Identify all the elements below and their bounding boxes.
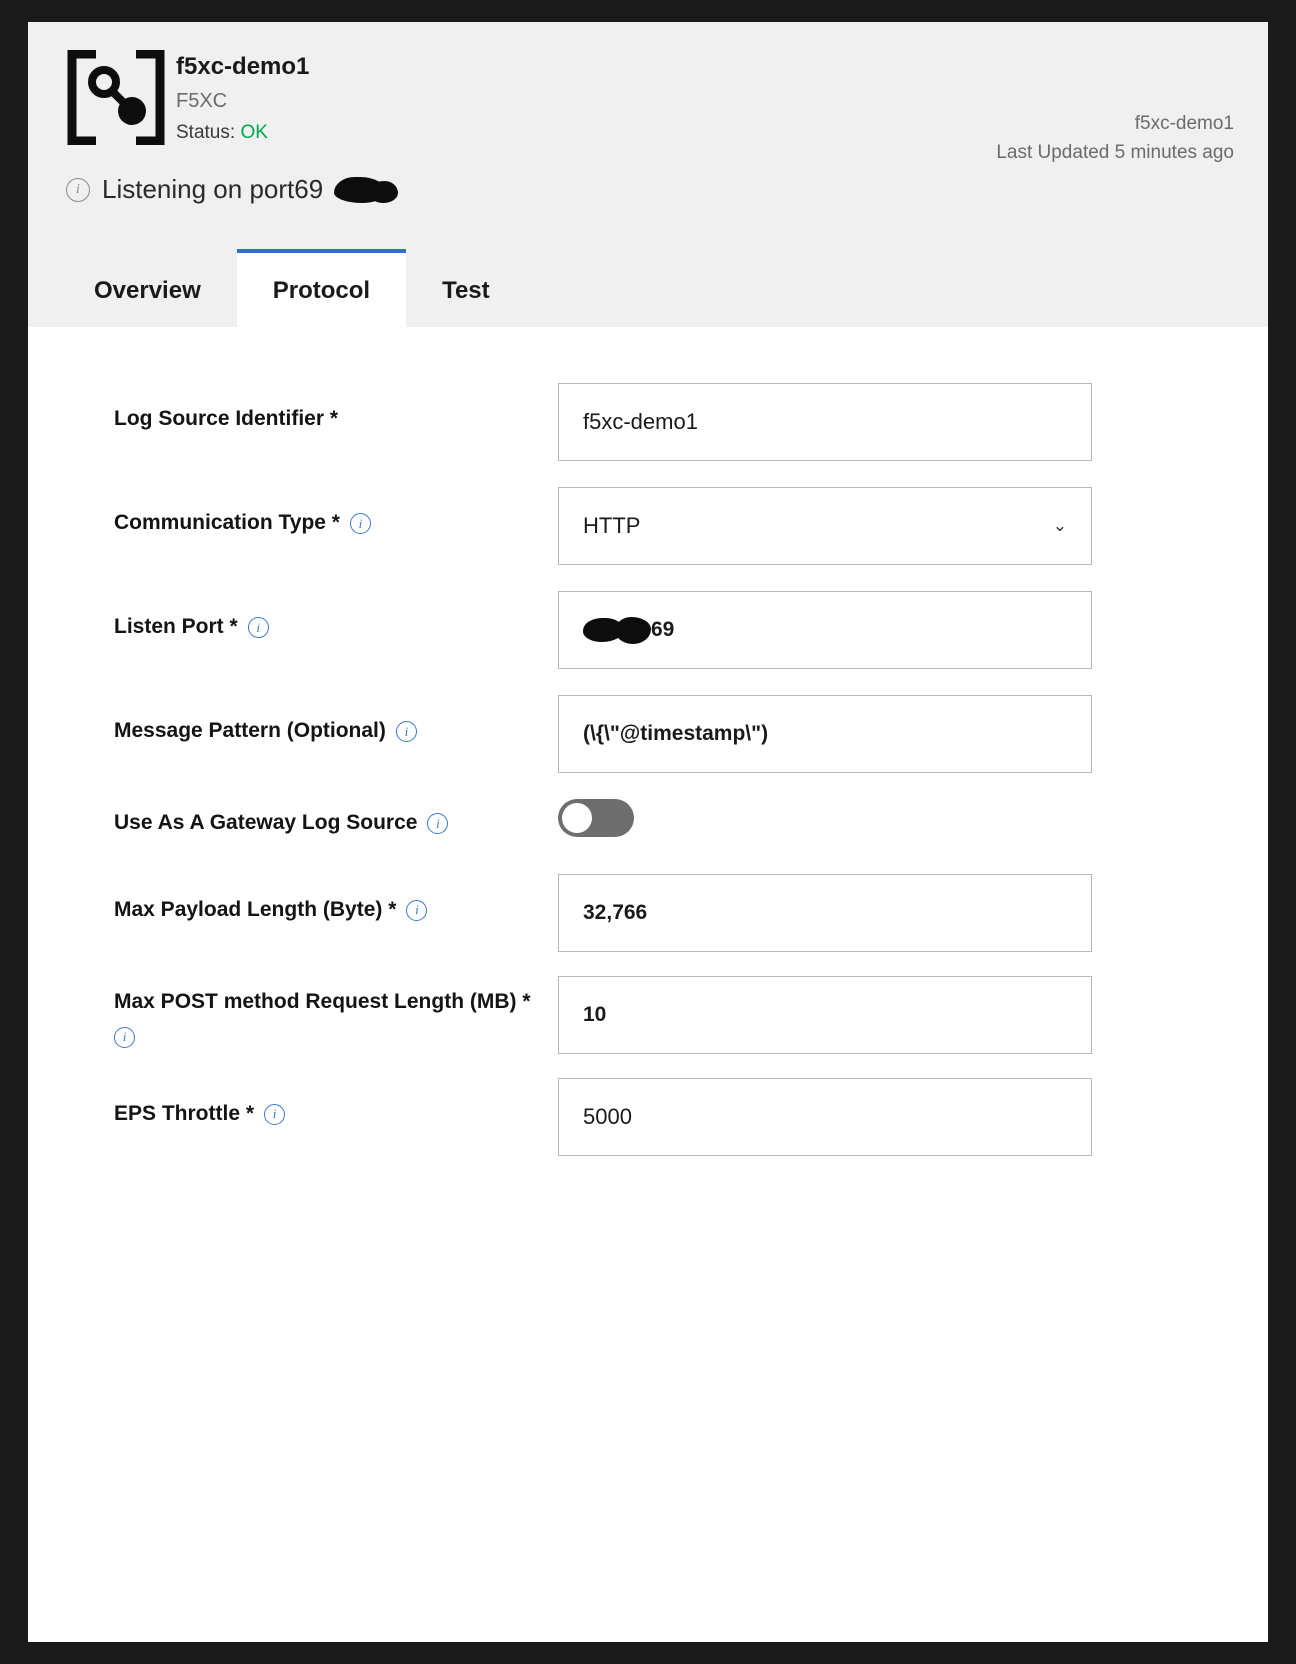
listen-port-input[interactable] — [558, 591, 1092, 669]
header-title-block — [176, 52, 309, 148]
form-row-communication-type — [28, 487, 1268, 565]
header-meta — [996, 110, 1234, 167]
bracket-node-logo-icon — [66, 50, 166, 145]
form-row-max-payload-length — [28, 874, 1268, 952]
max-payload-length-input[interactable]: 32,766 — [558, 874, 1092, 952]
app-window — [28, 22, 1268, 1642]
listening-prefix: Listening on port — [102, 174, 295, 204]
tab-test[interactable]: Test — [442, 277, 490, 304]
toggle-knob — [562, 803, 592, 833]
status-value: OK — [240, 122, 268, 143]
label-listen-port: Listen Port * i — [28, 591, 558, 642]
header-meta-name: f5xc-demo1 — [1134, 113, 1234, 134]
tab-overview[interactable]: Overview — [94, 277, 201, 304]
communication-type-select[interactable] — [558, 487, 1092, 565]
header-meta-updated: Last Updated 5 minutes ago — [996, 141, 1234, 163]
label-max-payload-length: Max Payload Length (Byte) * i — [28, 874, 558, 925]
gateway-log-source-toggle[interactable] — [558, 799, 634, 837]
max-post-length-input[interactable]: 10 — [558, 976, 1092, 1054]
tab-protocol[interactable]: Protocol — [237, 249, 406, 327]
eps-throttle-input[interactable]: 5000 — [558, 1078, 1092, 1156]
label-log-source-identifier: Log Source Identifier * — [114, 407, 339, 430]
tab-bar — [58, 249, 526, 327]
form-row-message-pattern — [28, 695, 1268, 773]
message-pattern-input[interactable]: (\{\"@timestamp\") — [558, 695, 1092, 773]
form-row-max-post-length — [28, 976, 1268, 1054]
protocol-form — [28, 327, 1268, 1156]
info-icon[interactable]: i — [406, 900, 427, 921]
info-icon[interactable]: i — [264, 1104, 285, 1125]
info-icon[interactable]: i — [396, 721, 417, 742]
info-icon[interactable]: i — [114, 1027, 135, 1048]
info-icon[interactable]: i — [350, 513, 371, 534]
page-title: f5xc-demo1 — [176, 53, 310, 80]
page-header — [28, 22, 1268, 327]
info-icon[interactable]: i — [427, 813, 448, 834]
redaction-blob — [368, 181, 398, 203]
label-communication-type: Communication Type * i — [28, 487, 558, 538]
page-subtitle: F5XC — [176, 90, 228, 112]
log-source-identifier-input[interactable]: f5xc-demo1 — [558, 383, 1092, 461]
info-icon[interactable]: i — [248, 617, 269, 638]
listening-text — [102, 174, 323, 205]
chevron-down-icon: ⌄ — [1052, 516, 1067, 535]
redaction-blob — [583, 617, 651, 644]
form-row-log-source-identifier — [28, 383, 1268, 461]
label-max-post-length: Max POST method Request Length (MB) * i — [28, 976, 558, 1048]
communication-type-value: HTTP — [583, 513, 641, 538]
status-label: Status: — [176, 122, 236, 143]
listening-banner — [66, 174, 323, 205]
form-row-listen-port — [28, 591, 1268, 669]
listen-port-visible-value: 69 — [651, 618, 675, 641]
listening-suffix: 69 — [294, 174, 324, 204]
form-row-eps-throttle — [28, 1078, 1268, 1156]
label-message-pattern: Message Pattern (Optional) i — [28, 695, 558, 746]
label-gateway-log-source: Use As A Gateway Log Source i — [28, 799, 558, 838]
form-row-gateway-log-source — [28, 799, 1268, 838]
label-eps-throttle: EPS Throttle * i — [28, 1078, 558, 1129]
info-icon: i — [66, 178, 90, 202]
status-badge — [176, 119, 309, 148]
